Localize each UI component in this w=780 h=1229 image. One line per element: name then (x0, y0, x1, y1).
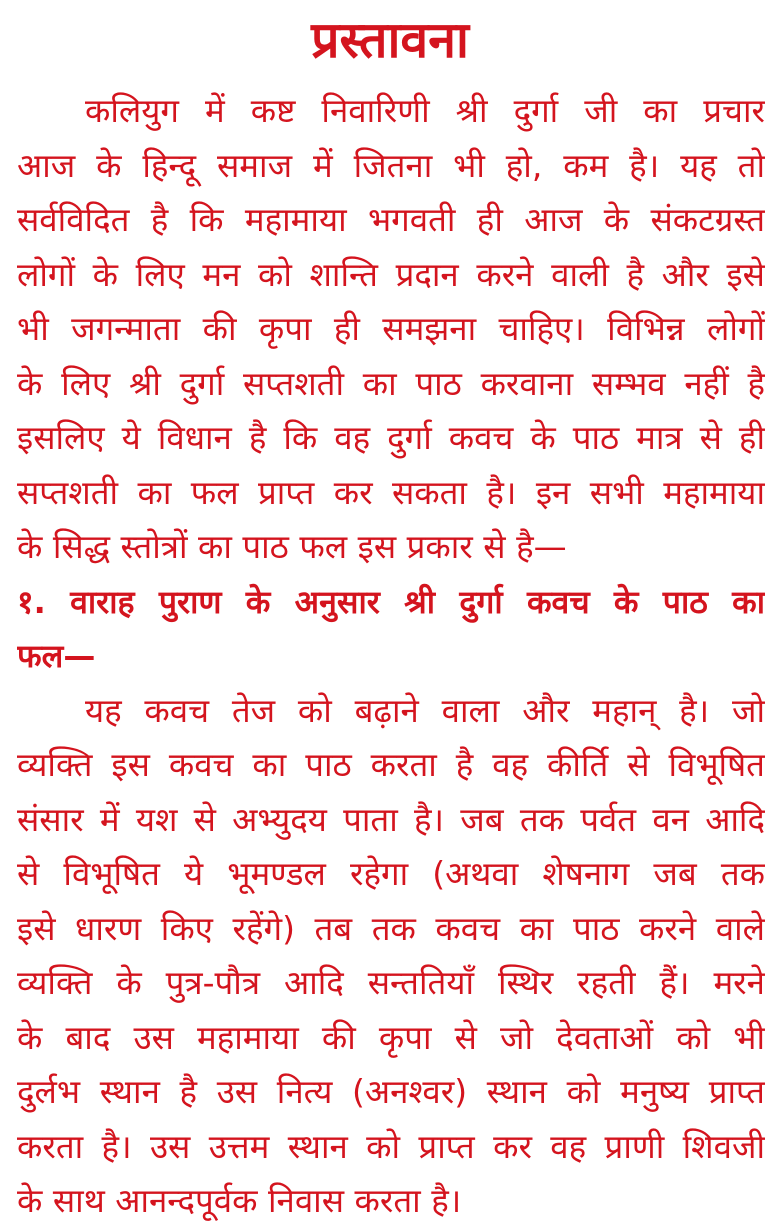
paragraph-2-line-4: से विभूषित ये भूमण्डल रहेगा (अथवा शेषनाग जब तक (17, 854, 765, 893)
paragraph-1-line-7: इसलिए ये विधान है कि वह दुर्गा कवच के पाठ मात्र से ही (17, 418, 765, 457)
paragraph-1-line-6: के लिए श्री दुर्गा सप्तशती का पाठ करवाना सम्भव नहीं है (17, 363, 765, 403)
paragraph-2-line-10: के साथ आनन्दपूर्वक निवास करता है। (17, 1181, 462, 1220)
paragraph-2-line-5: इसे धारण किए रहेंगे) तब तक कवच का पाठ करने वाले (17, 908, 765, 948)
paragraph-2-line-8: दुर्लभ स्थान है उस नित्य (अनश्वर) स्थान को मनुष्य प्राप्त (17, 1072, 765, 1111)
paragraph-1-line-8: सप्तशती का फल प्राप्त कर सकता है। इन सभी महामाया (17, 472, 765, 512)
paragraph-1-line-9: के सिद्ध स्तोत्रों का पाठ फल इस प्रकार से है— (17, 527, 567, 566)
paragraph-2-line-6: व्यक्ति के पुत्र-पौत्र आदि सन्ततियाँ स्थिर रहती हैं। मरने (17, 963, 765, 1002)
section-heading-line-1: १. वाराह पुराण के अनुसार श्री दुर्गा कवच के पाठ का (17, 582, 765, 621)
section-heading-line-2: फल— (17, 637, 96, 675)
paragraph-1-line-1: कलियुग में कष्ट निवारिणी श्री दुर्गा जी का प्रचार (85, 91, 765, 130)
page-title: प्रस्तावना (311, 11, 469, 69)
paragraph-2-line-1: यह कवच तेज को बढ़ाने वाला और महान् है। जो (85, 690, 765, 730)
paragraph-2-line-2: व्यक्ति इस कवच का पाठ करता है वह कीर्ति से विभूषित (17, 745, 765, 784)
paragraph-1-line-2: आज के हिन्दू समाज में जितना भी हो, कम है। यह तो (17, 145, 765, 185)
paragraph-2-line-3: संसार में यश से अभ्युदय पाता है। जब तक पर्वत वन आदि (17, 799, 765, 839)
document-body (17, 84, 765, 1229)
paragraph-2-line-9: करता है। उस उत्तम स्थान को प्राप्त कर वह प्राणी शिवजी (17, 1126, 765, 1166)
paragraph-2-line-7: के बाद उस महामाया की कृपा से जो देवताओं को भी (17, 1017, 765, 1057)
paragraph-1-line-3: सर्वविदित है कि महामाया भगवती ही आज के संकटग्रस्त (17, 200, 765, 239)
paragraph-1-line-4: लोगों के लिए मन को शान्ति प्रदान करने वाली है और इसे (17, 254, 765, 294)
paragraph-1-line-5: भी जगन्माता की कृपा ही समझना चाहिए। विभिन्न लोगों (17, 309, 765, 348)
